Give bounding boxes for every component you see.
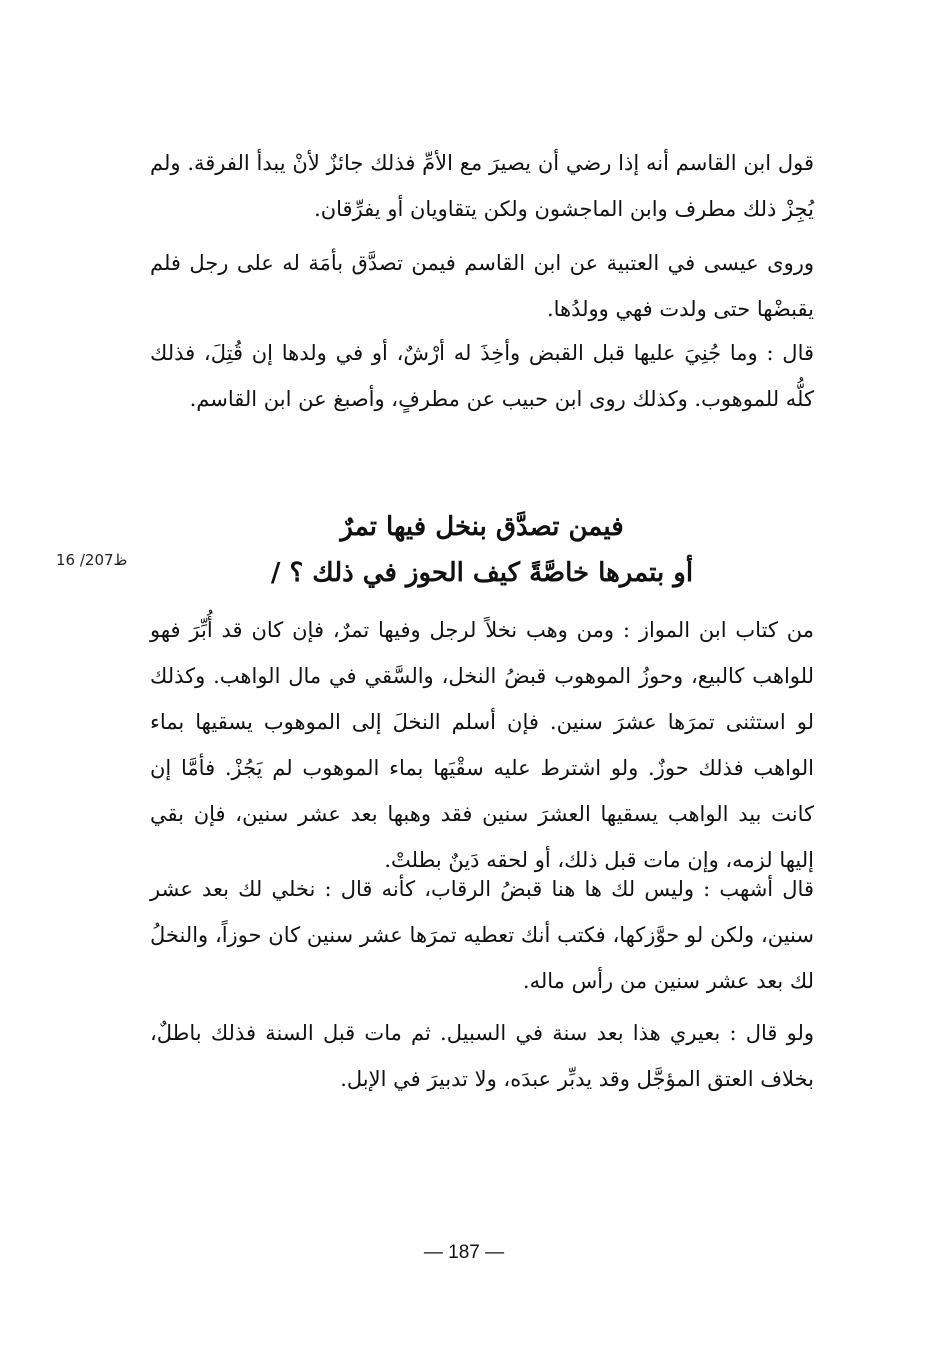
- paragraph-text: قول ابن القاسم أنه إذا رضي أن يصيرَ مع الأمِّ فذلك جائزٌ لأنْ يبدأ الفرقة. ولم يُجِزْ ذلك مطرف وابن الماجشون ولكن يتقاويان أو يفرِّقان.: [150, 151, 814, 221]
- paragraph-4: [150, 607, 814, 883]
- paragraph-text: وروى عيسى في العتبية عن ابن القاسم فيمن تصدَّق بأمَة له على رجل فلم يقبضْها حتى ولدت فهي وولدُها.: [150, 251, 814, 321]
- section-title-line-2: أو بتمرها خاصَّةً كيف الحوز في ذلك ؟ /: [270, 558, 694, 588]
- section-title-line-1: فيمن تصدَّق بنخل فيها تمرٌ: [340, 512, 624, 542]
- section-title: [150, 504, 814, 596]
- paragraph-2: [150, 240, 814, 332]
- paragraph-1: [150, 140, 814, 232]
- page-number: — 187 —: [423, 1242, 505, 1263]
- paragraph-6: [150, 1010, 814, 1102]
- paragraph-text: من كتاب ابن المواز : ومن وهب نخلاً لرجل وفيها تمرٌ، فإن كان قد أُبِّرَ فهو للواهب كالبيع، وحوزُ الموهوب قبضُ النخل، والسَّقي في مال الواهب. وكذلك لو استثنى تمرَها عشرَ سنين. فإن أسلم النخلَ إلى الموهوب يسقيها بماء الواهب فذلك حوزٌ. ولو اشترط عليه سقْيَها بماء الموهوب لم يَجُزْ. فأمَّا إن كانت بيد الواهب يسقيها العشرَ سنين فقد وهبها بعد عشر سنين، فإن بقي إليها لزمه، وإن مات قبل ذلك، أو لحقه دَينٌ بطلتْ.: [150, 618, 814, 872]
- paragraph-5: [150, 866, 814, 1004]
- paragraph-text: قال : وما جُنِيَ عليها قبل القبض وأخِذَ له أرْشٌ، أو في ولدها إن قُتِلَ، فذلك كلُّه للموهوب. وكذلك روى ابن حبيب عن مطرفٍ، وأصبغ عن ابن القاسم.: [150, 341, 814, 411]
- paragraph-text: ولو قال : بعيري هذا بعد سنة في السبيل. ثم مات قبل السنة فذلك باطلٌ، بخلاف العتق المؤجَّل وقد يدبِّر عبدَه، ولا تدبيرَ في الإبل.: [150, 1021, 814, 1091]
- paragraph-text: قال أشهب : وليس لك ها هنا قبضُ الرقاب، كأنه قال : نخلي لك بعد عشر سنين، ولكن لو حوَّزكها، فكتب أنك تعطيه تمرَها عشر سنين كان حوزاً، والنخلُ لك بعد عشر سنين من رأس ماله.: [150, 877, 814, 993]
- margin-reference: 16 /207ظ: [56, 551, 128, 569]
- paragraph-3: [150, 330, 814, 422]
